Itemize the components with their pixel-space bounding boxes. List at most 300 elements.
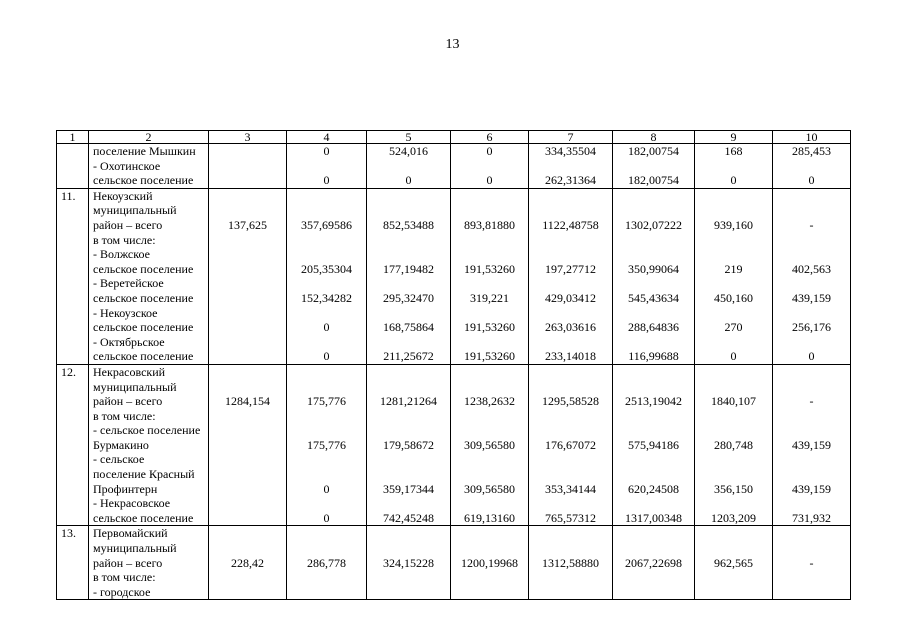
value-line: [455, 496, 524, 511]
value-line: [533, 526, 608, 541]
value-line: [533, 585, 608, 600]
value-line: 182,00754: [628, 144, 679, 158]
value-line: [213, 173, 282, 188]
value-line: [777, 335, 846, 350]
value-cell: [613, 526, 695, 600]
value-line: [533, 423, 608, 438]
value-line: 0: [730, 173, 737, 188]
value-line: [455, 570, 524, 585]
row-number: 13.: [57, 526, 89, 600]
district-name-line: - Охотинское: [93, 158, 161, 173]
value-line: 211,25672: [383, 349, 434, 364]
value-line: [371, 409, 446, 424]
value-line: 285,453: [792, 144, 831, 158]
value-line: [617, 306, 690, 321]
value-line: [213, 159, 282, 174]
value-line: [617, 203, 690, 218]
value-line: [699, 233, 768, 248]
value-line: [617, 496, 690, 511]
value-line: [291, 570, 362, 585]
table-row: [57, 526, 851, 600]
value-line: [777, 496, 846, 511]
value-line: [617, 541, 690, 556]
value-line: 1312,58880: [542, 555, 599, 570]
value-line: 2513,19042: [625, 394, 682, 409]
value-cell: [209, 144, 287, 189]
value-line: [291, 365, 362, 380]
district-name-line: муниципальный: [93, 541, 177, 556]
value-line: [777, 306, 846, 321]
value-line: 0: [323, 173, 330, 188]
district-name-line: сельское поселение: [93, 290, 194, 305]
value-line: 175,776: [307, 394, 346, 409]
value-line: 270: [724, 320, 743, 335]
value-line: [699, 335, 768, 350]
value-line: [291, 159, 362, 174]
value-cell: [529, 526, 613, 600]
district-name-line: муниципальный: [93, 379, 177, 394]
value-line: 280,748: [714, 437, 753, 452]
value-line: [533, 467, 608, 482]
value-line: [777, 247, 846, 262]
value-line: 1840,107: [711, 394, 756, 409]
value-cell: [695, 526, 773, 600]
district-name: [89, 364, 209, 526]
value-cell: [773, 364, 851, 526]
value-cell: [529, 188, 613, 364]
value-cell: [287, 364, 367, 526]
value-line: 0: [405, 173, 412, 188]
value-line: [213, 144, 282, 159]
value-line: [699, 409, 768, 424]
value-line: 256,176: [792, 320, 831, 335]
value-line: [777, 189, 846, 204]
value-line: [777, 159, 846, 174]
value-line: [213, 233, 282, 248]
value-line: [699, 247, 768, 262]
value-cell: [367, 188, 451, 364]
value-line: [699, 467, 768, 482]
value-line: [213, 482, 282, 497]
value-line: 357,69586: [301, 217, 352, 232]
value-line: [213, 452, 282, 467]
value-line: 742,45248: [383, 510, 434, 525]
value-cell: [695, 364, 773, 526]
value-line: 852,53488: [383, 217, 434, 232]
value-line: 0: [323, 481, 330, 496]
value-line: 356,150: [714, 481, 753, 496]
value-line: [213, 526, 282, 541]
value-line: [291, 526, 362, 541]
value-line: 350,99064: [628, 261, 679, 276]
value-line: 0: [323, 510, 330, 525]
value-line: [371, 159, 446, 174]
value-line: 1317,00348: [625, 510, 682, 525]
value-cell: [451, 144, 529, 189]
value-line: 191,53260: [464, 320, 515, 335]
value-line: [617, 189, 690, 204]
value-line: 152,34282: [301, 290, 352, 305]
value-cell: [287, 188, 367, 364]
value-line: 116,99688: [628, 349, 679, 364]
value-line: [291, 423, 362, 438]
value-line: 179,58672: [383, 437, 434, 452]
district-name-line: в том числе:: [93, 408, 156, 423]
value-line: [455, 409, 524, 424]
value-line: 1200,19968: [461, 555, 518, 570]
district-name-line: муниципальный: [93, 203, 177, 218]
value-line: [371, 247, 446, 262]
district-name-line: сельское поселение: [93, 349, 194, 364]
district-name-line: Первомайский: [93, 526, 168, 541]
value-line: [699, 380, 768, 395]
value-line: 286,778: [307, 555, 346, 570]
value-line: [533, 541, 608, 556]
value-line: [213, 262, 282, 277]
value-line: 262,31364: [545, 173, 596, 188]
value-line: [455, 306, 524, 321]
value-line: 939,160: [714, 217, 753, 232]
value-line: [371, 496, 446, 511]
value-line: [371, 306, 446, 321]
value-line: [371, 365, 446, 380]
value-line: [213, 511, 282, 526]
value-line: [213, 585, 282, 600]
value-line: [777, 585, 846, 600]
value-line: 228,42: [231, 555, 264, 570]
district-name-line: поселение Мышкин: [93, 144, 196, 158]
value-line: [699, 276, 768, 291]
district-name: [89, 144, 209, 189]
value-line: 731,932: [792, 510, 831, 525]
value-line: [777, 541, 846, 556]
value-line: [213, 349, 282, 364]
value-line: 0: [808, 173, 815, 188]
value-line: 233,14018: [545, 349, 596, 364]
value-line: [291, 335, 362, 350]
value-line: [371, 276, 446, 291]
value-line: [617, 247, 690, 262]
value-cell: [773, 526, 851, 600]
value-line: [213, 570, 282, 585]
value-line: [533, 496, 608, 511]
value-line: [699, 365, 768, 380]
value-line: [533, 233, 608, 248]
district-name-line: сельское поселение: [93, 320, 194, 335]
value-line: [699, 585, 768, 600]
value-line: -: [809, 555, 814, 570]
value-line: [699, 452, 768, 467]
value-line: [371, 335, 446, 350]
value-line: [455, 247, 524, 262]
value-line: 1281,21264: [380, 394, 437, 409]
header-cell: 7: [529, 131, 613, 144]
value-line: [371, 233, 446, 248]
value-line: [455, 380, 524, 395]
value-line: [699, 526, 768, 541]
value-line: [291, 585, 362, 600]
value-line: 197,27712: [545, 261, 596, 276]
value-line: 1122,48758: [542, 217, 599, 232]
value-line: [213, 438, 282, 453]
value-line: [291, 409, 362, 424]
value-line: 893,81880: [464, 217, 515, 232]
page-number: 13: [445, 37, 460, 52]
value-line: 176,67072: [545, 437, 596, 452]
value-line: [617, 335, 690, 350]
value-line: 168: [724, 144, 743, 158]
district-name-line: сельское поселение: [93, 173, 194, 188]
value-line: [371, 467, 446, 482]
value-line: [213, 423, 282, 438]
table-header-row: [57, 131, 851, 144]
district-name-line: Профинтерн: [93, 481, 158, 496]
value-cell: [613, 188, 695, 364]
value-line: [617, 380, 690, 395]
table-row: [57, 144, 851, 189]
value-line: [533, 189, 608, 204]
value-cell: [451, 526, 529, 600]
value-line: 359,17344: [383, 481, 434, 496]
value-line: [371, 203, 446, 218]
value-line: [617, 409, 690, 424]
value-line: [455, 335, 524, 350]
value-line: [455, 189, 524, 204]
value-line: [371, 380, 446, 395]
value-line: 439,159: [792, 481, 831, 496]
value-line: [291, 276, 362, 291]
value-cell: [367, 364, 451, 526]
header-cell: 8: [613, 131, 695, 144]
value-line: 765,57312: [545, 510, 596, 525]
value-line: [455, 423, 524, 438]
value-line: [617, 276, 690, 291]
value-line: 168,75864: [383, 320, 434, 335]
value-line: [533, 335, 608, 350]
value-line: [291, 380, 362, 395]
value-cell: [367, 526, 451, 600]
value-line: 439,159: [792, 437, 831, 452]
value-line: [213, 365, 282, 380]
value-line: 324,15228: [383, 555, 434, 570]
value-line: 450,160: [714, 290, 753, 305]
district-name-line: в том числе:: [93, 232, 156, 247]
value-line: 0: [808, 349, 815, 364]
district-name-line: район – всего: [93, 555, 163, 570]
district-name-line: Бурмакино: [93, 437, 149, 452]
value-line: 0: [486, 173, 493, 188]
value-cell: [451, 364, 529, 526]
row-number: 11.: [57, 188, 89, 364]
header-cell: 5: [367, 131, 451, 144]
row-number: [57, 144, 89, 189]
value-line: [777, 409, 846, 424]
value-line: 0: [323, 144, 330, 158]
value-line: 962,565: [714, 555, 753, 570]
value-line: [533, 159, 608, 174]
value-cell: [529, 144, 613, 189]
value-cell: [287, 526, 367, 600]
value-line: 1302,07222: [625, 217, 682, 232]
value-line: [617, 159, 690, 174]
value-line: [777, 423, 846, 438]
value-line: 177,19482: [383, 261, 434, 276]
value-line: [455, 276, 524, 291]
value-line: [455, 585, 524, 600]
value-line: 524,016: [389, 144, 428, 158]
value-line: [455, 526, 524, 541]
value-line: [213, 203, 282, 218]
value-line: 575,94186: [628, 437, 679, 452]
district-name-line: сельское поселение: [93, 510, 194, 525]
value-line: [371, 585, 446, 600]
value-line: 0: [323, 349, 330, 364]
value-line: 205,35304: [301, 261, 352, 276]
header-cell: 3: [209, 131, 287, 144]
value-line: 1203,209: [711, 510, 756, 525]
header-cell: 6: [451, 131, 529, 144]
value-line: -: [809, 394, 814, 409]
value-line: [213, 541, 282, 556]
value-line: 263,03616: [545, 320, 596, 335]
value-line: [777, 380, 846, 395]
value-cell: [695, 144, 773, 189]
district-name-line: Некоузский: [93, 188, 153, 203]
value-cell: [613, 144, 695, 189]
district-name-line: - Волжское: [93, 247, 150, 262]
value-line: [777, 570, 846, 585]
value-line: [291, 496, 362, 511]
header-cell: 4: [287, 131, 367, 144]
value-line: 1238,2632: [464, 394, 515, 409]
district-name-line: - Веретейское: [93, 276, 164, 291]
value-line: [291, 452, 362, 467]
value-line: [777, 467, 846, 482]
value-line: -: [809, 217, 814, 232]
value-line: [533, 570, 608, 585]
district-name-line: - сельское поселение: [93, 423, 201, 438]
district-name-line: сельское поселение: [93, 261, 194, 276]
value-line: 620,24508: [628, 481, 679, 496]
value-line: 1295,58528: [542, 394, 599, 409]
value-line: 334,35504: [545, 144, 596, 158]
value-line: 309,56580: [464, 437, 515, 452]
value-line: [455, 233, 524, 248]
value-line: 295,32470: [383, 290, 434, 305]
header-cell: 2: [89, 131, 209, 144]
value-line: 191,53260: [464, 349, 515, 364]
value-line: [291, 306, 362, 321]
value-cell: [529, 364, 613, 526]
value-line: [777, 452, 846, 467]
value-line: [617, 585, 690, 600]
value-line: [213, 276, 282, 291]
value-line: [291, 467, 362, 482]
value-line: 309,56580: [464, 481, 515, 496]
value-line: 545,43634: [628, 290, 679, 305]
row-number: 12.: [57, 364, 89, 526]
value-line: [371, 541, 446, 556]
value-line: 429,03412: [545, 290, 596, 305]
district-name-line: в том числе:: [93, 570, 156, 585]
value-line: 1284,154: [225, 394, 270, 409]
value-cell: [613, 364, 695, 526]
value-line: [213, 189, 282, 204]
value-line: 137,625: [228, 217, 267, 232]
district-name-line: - Октябрьское: [93, 334, 165, 349]
value-line: [213, 291, 282, 306]
value-line: 0: [323, 320, 330, 335]
value-line: [455, 467, 524, 482]
value-line: [291, 189, 362, 204]
value-line: [455, 365, 524, 380]
value-cell: [287, 144, 367, 189]
value-line: 353,34144: [545, 481, 596, 496]
value-line: [533, 247, 608, 262]
value-line: [213, 247, 282, 262]
value-line: [533, 380, 608, 395]
value-line: [699, 496, 768, 511]
value-line: [617, 467, 690, 482]
value-line: 219: [724, 261, 743, 276]
value-line: [213, 380, 282, 395]
value-line: [533, 276, 608, 291]
value-cell: [209, 188, 287, 364]
table-row: [57, 188, 851, 364]
value-line: [213, 320, 282, 335]
value-line: [699, 189, 768, 204]
value-line: 319,221: [470, 290, 509, 305]
value-line: [533, 409, 608, 424]
value-line: [533, 365, 608, 380]
value-cell: [695, 188, 773, 364]
header-cell: 9: [695, 131, 773, 144]
district-name: [89, 526, 209, 600]
value-line: [777, 233, 846, 248]
header-cell: 1: [57, 131, 89, 144]
value-line: [213, 467, 282, 482]
value-line: [533, 203, 608, 218]
value-line: 175,776: [307, 437, 346, 452]
value-line: [617, 233, 690, 248]
data-table: [56, 130, 851, 600]
table-row: [57, 364, 851, 526]
value-cell: [451, 188, 529, 364]
value-line: 2067,22698: [625, 555, 682, 570]
value-line: [777, 365, 846, 380]
value-line: [699, 306, 768, 321]
value-cell: [209, 526, 287, 600]
value-cell: [209, 364, 287, 526]
value-line: 439,159: [792, 290, 831, 305]
value-line: [533, 306, 608, 321]
value-line: 0: [486, 144, 493, 158]
value-line: [617, 570, 690, 585]
value-line: [699, 159, 768, 174]
value-line: [371, 189, 446, 204]
value-line: [617, 365, 690, 380]
value-line: [617, 423, 690, 438]
value-line: [699, 423, 768, 438]
value-line: [617, 526, 690, 541]
value-line: [291, 203, 362, 218]
value-line: [777, 203, 846, 218]
district-name-line: - Некрасовское: [93, 496, 171, 511]
district-name-line: поселение Красный: [93, 467, 195, 482]
value-line: [371, 423, 446, 438]
value-line: [777, 276, 846, 291]
value-line: [617, 452, 690, 467]
